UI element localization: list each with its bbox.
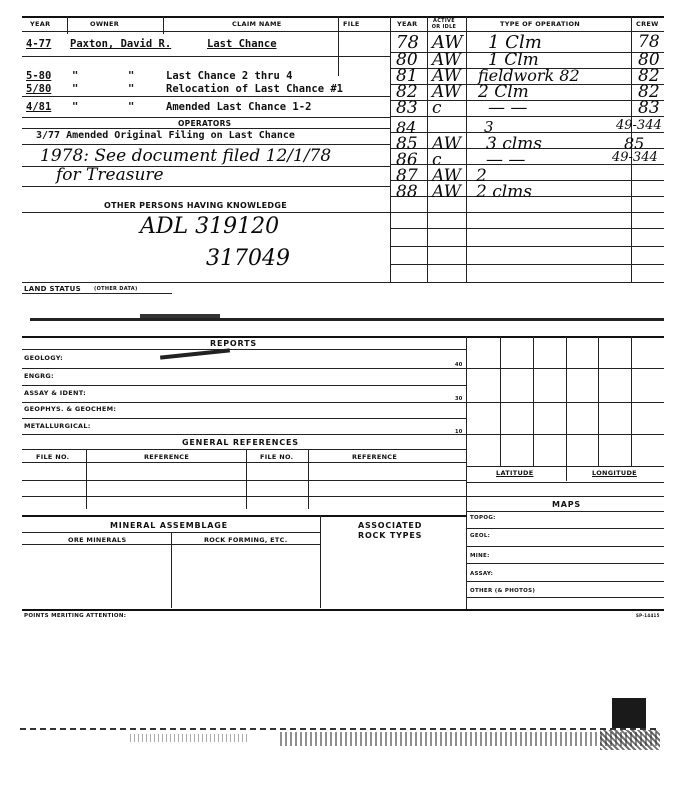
latitude-label: LATITUDE <box>496 469 534 477</box>
operation-year: 80 <box>396 50 418 70</box>
report-geophys-label: GEOPHYS. & GEOCHEM: <box>24 405 117 413</box>
claim-name: Relocation of Last Chance #1 <box>166 83 344 95</box>
header-year2: YEAR <box>397 20 418 28</box>
ore-minerals-label: ORE MINERALS <box>68 536 127 544</box>
operation-year: 83 <box>396 98 418 118</box>
operation-crew: 49-344 <box>616 118 662 133</box>
scan-smudge <box>30 318 664 321</box>
report-geology-num: 40 <box>455 362 463 368</box>
report-assay-label: ASSAY & IDENT: <box>24 389 86 397</box>
header-active-idle: ACTIVE OR IDLE <box>431 18 457 30</box>
ref-col-file-no: FILE NO. <box>36 453 70 461</box>
operators-handwriting-1: 1978: See document filed 12/1/78 <box>40 146 332 166</box>
longitude-label: LONGITUDE <box>592 469 637 477</box>
operation-year: 84 <box>396 118 417 137</box>
claim-owner: Paxton, David R. <box>70 38 172 50</box>
operation-type: fieldwork 82 <box>478 66 580 85</box>
report-engrg-label: ENGRG: <box>24 372 54 380</box>
operation-type: 2 Clm <box>478 82 529 102</box>
operation-status: AW <box>432 50 462 70</box>
map-topog: TOPOG: <box>470 515 496 521</box>
operation-year: 82 <box>396 82 418 102</box>
operation-status: AW <box>432 182 462 202</box>
ref-col-reference: REFERENCE <box>144 453 190 461</box>
claim-owner-2: " <box>128 101 135 113</box>
claim-owner: " <box>72 70 79 82</box>
operation-crew: 49-344 <box>612 150 658 165</box>
claim-owner-2: " <box>128 70 135 82</box>
maps-title: MAPS <box>552 500 581 509</box>
operation-year: 78 <box>396 32 419 53</box>
claim-name: Last Chance 2 thru 4 <box>166 70 293 82</box>
operation-type: — — <box>488 98 528 118</box>
report-metallurgical-label: METALLURGICAL: <box>24 422 91 430</box>
land-status-sub: (OTHER DATA) <box>94 286 138 292</box>
header-claim-name: CLAIM NAME <box>232 20 282 28</box>
operators-handwriting-2: for Treasure <box>56 165 164 185</box>
claim-name: Amended Last Chance 1-2 <box>166 101 312 113</box>
operation-type: 3 <box>484 118 494 136</box>
associated-label: ASSOCIATED <box>358 521 423 530</box>
report-metallurgical-num: 10 <box>455 429 463 435</box>
operation-year: 85 <box>396 134 418 154</box>
header-owner: OWNER <box>90 20 120 28</box>
claim-date: 5/80 <box>26 83 52 95</box>
claim-date: 4-77 <box>26 38 52 50</box>
operation-status: AW <box>432 66 462 86</box>
claim-name: Last Chance <box>207 38 277 50</box>
operation-year: 88 <box>396 182 418 202</box>
claim-date: 4/81 <box>26 101 52 113</box>
claim-owner: " <box>72 101 79 113</box>
claim-owner: " <box>72 83 79 95</box>
operators-title: OPERATORS <box>178 119 232 128</box>
header-crew: CREW <box>636 20 659 28</box>
operation-year: 87 <box>396 166 418 186</box>
map-mine: MINE: <box>470 553 490 559</box>
mineral-assemblage-title: MINERAL ASSEMBLAGE <box>110 521 228 530</box>
report-assay-num: 30 <box>455 396 463 402</box>
knowledge-handwriting-2: 317049 <box>206 246 290 271</box>
operation-status: c <box>432 98 442 118</box>
header-year: YEAR <box>30 20 51 28</box>
operation-type: 1 Clm <box>488 50 539 70</box>
ref-col-file-no-2: FILE NO. <box>260 453 294 461</box>
operation-status: AW <box>432 166 462 186</box>
operation-type: — — <box>486 150 526 170</box>
form-number: SP-14415 <box>636 613 660 618</box>
operation-status: AW <box>432 82 462 102</box>
knowledge-handwriting-1: ADL 319120 <box>140 214 280 239</box>
operation-status: c <box>432 150 442 170</box>
knowledge-title: OTHER PERSONS HAVING KNOWLEDGE <box>104 201 287 210</box>
operation-status: AW <box>432 32 463 53</box>
scan-smudge <box>160 348 230 359</box>
scan-dark-block <box>612 698 646 728</box>
general-references-title: GENERAL REFERENCES <box>182 438 299 447</box>
rock-types-label: ROCK TYPES <box>358 531 423 540</box>
map-assay: ASSAY: <box>470 571 494 577</box>
operation-type: 2 clms <box>476 182 533 202</box>
operation-crew: 83 <box>638 98 660 118</box>
claim-date: 5-80 <box>26 70 52 82</box>
points-title: POINTS MERITING ATTENTION: <box>24 613 127 619</box>
operation-crew: 82 <box>638 66 660 86</box>
operation-crew: 82 <box>638 82 660 102</box>
header-rule <box>22 31 664 32</box>
operation-status: AW <box>432 134 462 154</box>
operation-type: 1 Clm <box>488 32 542 53</box>
operation-crew: 80 <box>638 50 660 70</box>
land-status-title: LAND STATUS <box>24 285 81 293</box>
operation-year: 86 <box>396 150 418 170</box>
operation-type: 3 clms <box>486 134 543 154</box>
header-type-of-operation: TYPE OF OPERATION <box>500 20 581 28</box>
operation-crew: 85 <box>624 134 645 153</box>
map-other-photos: OTHER (& PHOTOS) <box>470 588 536 594</box>
claim-owner-2: " <box>128 83 135 95</box>
operation-year: 81 <box>396 66 418 86</box>
rock-forming-label: ROCK FORMING, ETC. <box>204 536 288 544</box>
map-geol: GEOL: <box>470 533 491 539</box>
top-rule <box>22 16 664 18</box>
report-geology-label: GEOLOGY: <box>24 354 64 362</box>
operators-line: 3/77 Amended Original Filing on Last Chance <box>36 130 295 141</box>
scan-smudge <box>140 314 220 318</box>
reports-title: REPORTS <box>210 339 257 348</box>
header-file: FILE <box>343 20 360 28</box>
ref-col-reference-2: REFERENCE <box>352 453 398 461</box>
operation-type: 2 <box>476 166 487 186</box>
operation-crew: 78 <box>638 32 660 52</box>
